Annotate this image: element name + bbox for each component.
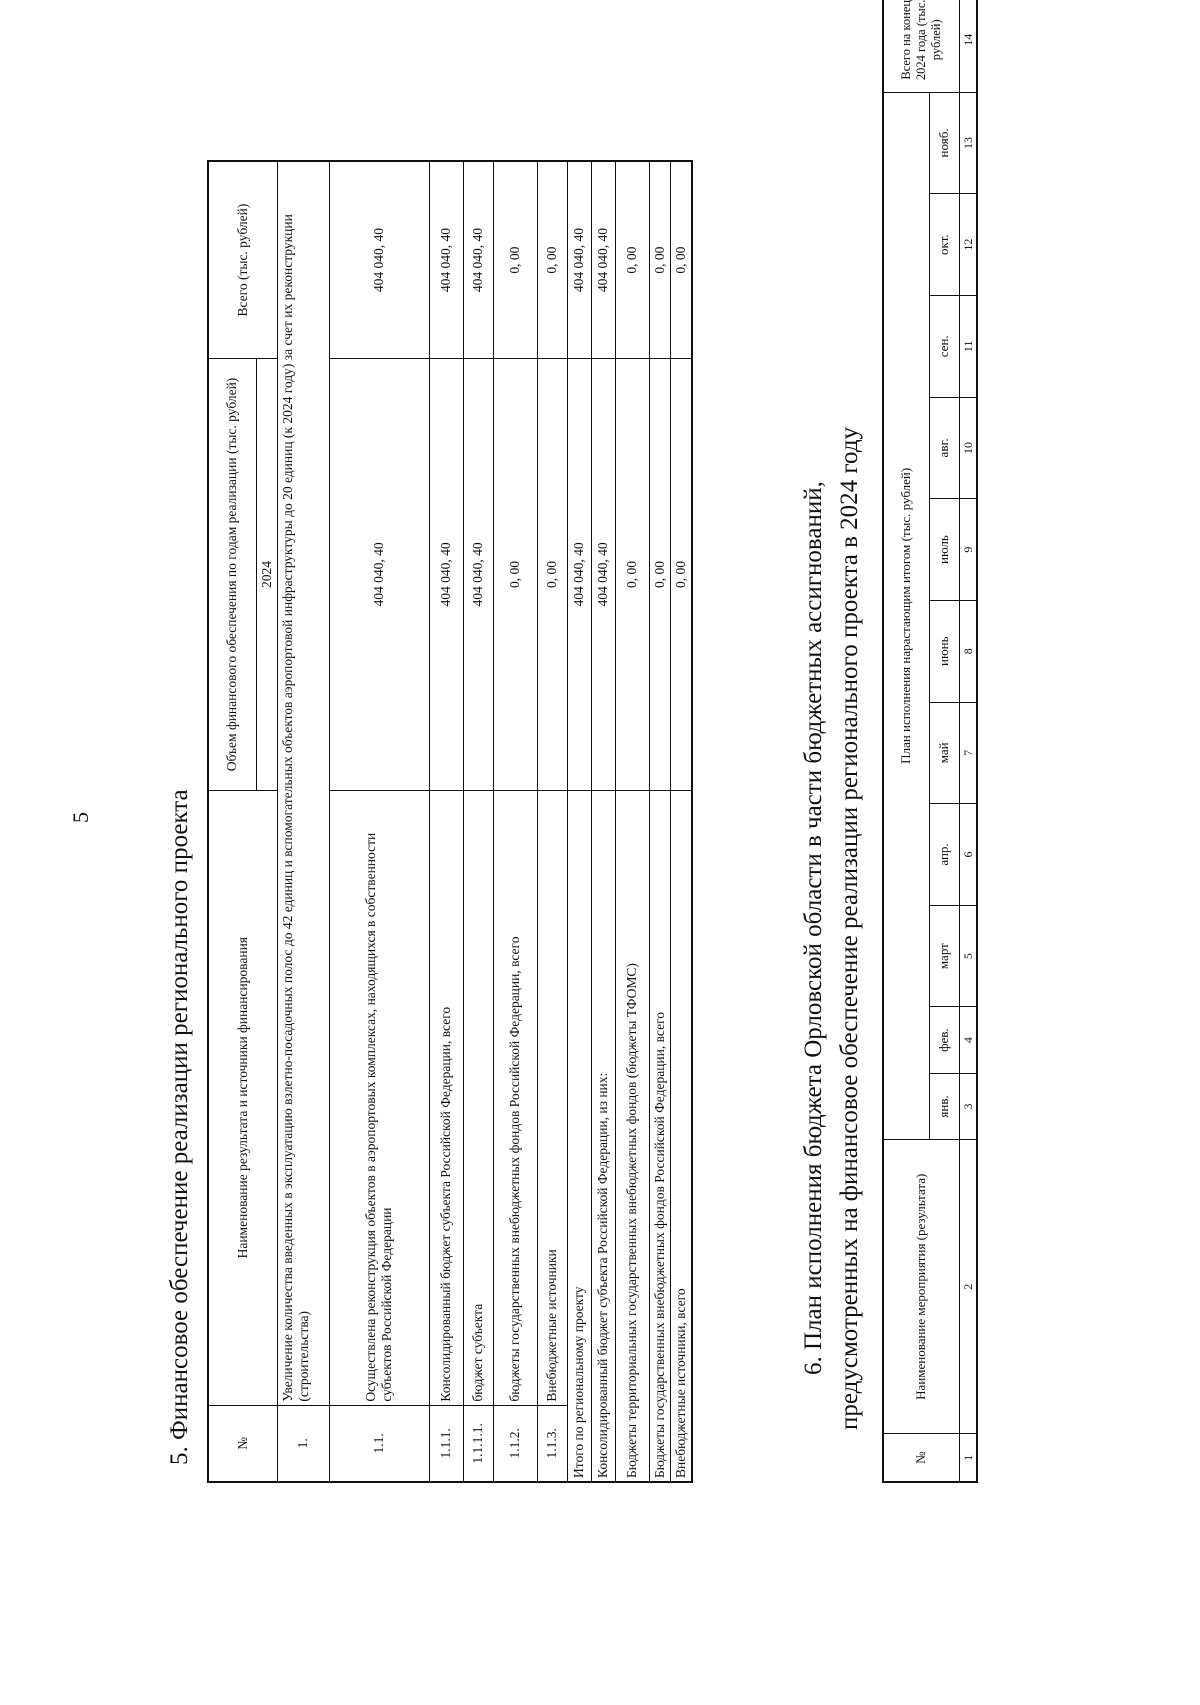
month-header: янв. <box>929 1073 959 1139</box>
summary-name: Внебюджетные источники, всего <box>670 790 692 1482</box>
section5-title: 5. Финансовое обеспечение реализации регионального проекта <box>166 789 193 1465</box>
value-2024: 404 040, 40 <box>329 359 429 791</box>
summary-name: Бюджеты территориальных государственных внебюджетных фондов (бюджеты ТФОМС) <box>615 790 649 1482</box>
source-name: бюджеты государственных внебюджетных фондов Российской Федерации, всего <box>493 790 537 1405</box>
table-row <box>429 161 463 1482</box>
table-row <box>463 161 493 1482</box>
header-num: № <box>208 1405 277 1482</box>
column-index-cell: 12 <box>959 194 977 296</box>
plan-header-total: Всего на конец 2024 года (тыс. рублей) <box>883 0 959 92</box>
summary-value-total: 404 040, 40 <box>567 161 591 359</box>
source-name: Консолидированный бюджет субъекта Российской Федерации, всего <box>429 790 463 1405</box>
summary-row <box>567 161 591 1482</box>
source-name: Внебюджетные источники <box>537 790 567 1405</box>
table-row <box>493 161 537 1482</box>
source-name: бюджет субъекта <box>463 790 493 1405</box>
value-total: 0, 00 <box>537 161 567 359</box>
column-index-cell: 4 <box>959 1007 977 1073</box>
row-number: 1.1.1.1. <box>463 1405 493 1482</box>
month-header: июль <box>929 499 959 601</box>
section6-title-line1: 6. План исполнения бюджета Орловской области в части бюджетных ассигнований, <box>800 481 827 1375</box>
month-header: июнь <box>929 600 959 702</box>
value-2024: 404 040, 40 <box>463 359 493 791</box>
header-name: Наименование результата и источники финансирования <box>208 790 277 1405</box>
summary-value-total: 0, 00 <box>670 161 692 359</box>
month-header: сен. <box>929 295 959 397</box>
column-index-cell: 9 <box>959 499 977 601</box>
value-total: 404 040, 40 <box>463 161 493 359</box>
table-row <box>277 161 329 1482</box>
summary-value-total: 404 040, 40 <box>591 161 615 359</box>
plan-header-name: Наименование мероприятия (результата) <box>883 1140 959 1434</box>
value-total: 0, 00 <box>493 161 537 359</box>
page-number: 5 <box>68 812 93 823</box>
row-number: 1.1. <box>329 1405 429 1482</box>
row-number: 1.1.2. <box>493 1405 537 1482</box>
column-index-cell: 3 <box>959 1073 977 1139</box>
column-index-cell: 13 <box>959 92 977 194</box>
month-header: март <box>929 905 959 1007</box>
row-number: 1.1.1. <box>429 1405 463 1482</box>
value-total: 404 040, 40 <box>329 161 429 359</box>
column-index-cell: 10 <box>959 397 977 499</box>
month-header: фев. <box>929 1007 959 1073</box>
summary-row <box>591 161 615 1482</box>
summary-value-2024: 404 040, 40 <box>567 359 591 791</box>
section6-title-line2: предусмотренных на финансовое обеспечение реализации регионального проекта в 2024 году <box>836 426 863 1430</box>
value-2024: 404 040, 40 <box>429 359 463 791</box>
value-2024: 0, 00 <box>537 359 567 791</box>
value-2024: 0, 00 <box>493 359 537 791</box>
month-header: окт. <box>929 194 959 296</box>
budget-plan-table <box>882 0 978 1483</box>
column-index-cell: 14 <box>959 0 977 92</box>
header-year: 2024 <box>256 359 277 791</box>
summary-row <box>615 161 649 1482</box>
summary-value-2024: 0, 00 <box>670 359 692 791</box>
financing-table <box>207 160 693 1483</box>
column-index-cell: 6 <box>959 804 977 906</box>
plan-header-plan: План исполнения нарастающим итогом (тыс. рублей) <box>883 92 929 1140</box>
table-row <box>329 161 429 1482</box>
month-header: май <box>929 702 959 804</box>
result-name: Увеличение количества введенных в эксплуатацию взлетно-посадочных полос до 42 единиц и вспомогательных объектов аэропортовой инфраструктуры до 20 единиц (к 2024 году) за счет их реконструкции (строительства) <box>277 161 329 1405</box>
summary-name: Итого по региональному проекту <box>567 790 591 1482</box>
header-total: Всего (тыс. рублей) <box>208 161 277 359</box>
column-index-cell: 11 <box>959 295 977 397</box>
month-header: апр. <box>929 804 959 906</box>
column-index-cell: 5 <box>959 905 977 1007</box>
month-header: авг. <box>929 397 959 499</box>
table-row <box>537 161 567 1482</box>
financing-table-body <box>277 161 692 1482</box>
month-header: нояб. <box>929 92 959 194</box>
summary-name: Бюджеты государственных внебюджетных фондов Российской Федерации, всего <box>649 790 670 1482</box>
summary-row <box>670 161 692 1482</box>
source-name: Осуществлена реконструкция объектов в аэропортовых комплексах, находящихся в собственности субъектов Российской Федерации <box>329 790 429 1405</box>
summary-value-2024: 0, 00 <box>615 359 649 791</box>
header-volume: Объем финансового обеспечения по годам реализации (тыс. рублей) <box>208 359 256 791</box>
column-index-cell: 7 <box>959 702 977 804</box>
summary-value-total: 0, 00 <box>615 161 649 359</box>
row-number: 1.1.3. <box>537 1405 567 1482</box>
column-index-cell: 2 <box>959 1140 977 1434</box>
column-index-cell: 1 <box>959 1434 977 1482</box>
column-index-cell: 8 <box>959 600 977 702</box>
plan-header-num: № <box>883 1434 959 1482</box>
summary-value-total: 0, 00 <box>649 161 670 359</box>
summary-name: Консолидированный бюджет субъекта Российской Федерации, из них: <box>591 790 615 1482</box>
summary-row <box>649 161 670 1482</box>
row-number: 1. <box>277 1405 329 1482</box>
summary-value-2024: 0, 00 <box>649 359 670 791</box>
summary-value-2024: 404 040, 40 <box>591 359 615 791</box>
value-total: 404 040, 40 <box>429 161 463 359</box>
